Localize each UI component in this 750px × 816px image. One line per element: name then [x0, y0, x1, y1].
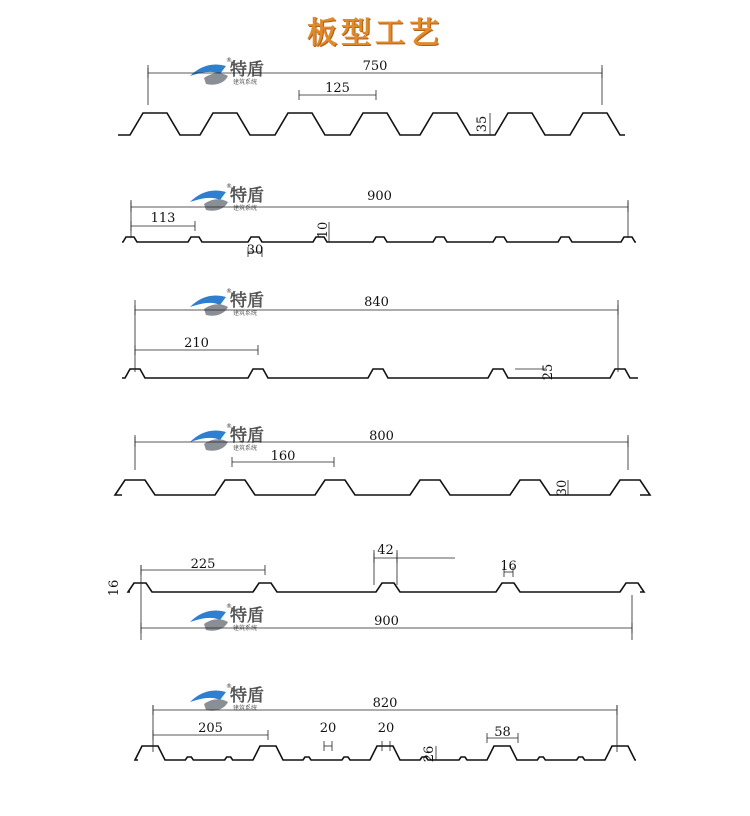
logo-registered: ® — [226, 603, 232, 610]
logo-shape-icon — [204, 439, 228, 451]
logo-name: 特盾 — [230, 291, 264, 311]
logo-registered: ® — [226, 288, 232, 295]
logo — [190, 423, 264, 452]
dim-pitch-3-label: 210 — [184, 336, 209, 351]
logo — [190, 288, 264, 317]
logo-subtitle: 建筑系统 — [233, 205, 258, 212]
dim-total-4-label: 800 — [369, 429, 394, 444]
dim-stiff-b-6-label: 20 — [377, 721, 395, 736]
logo-name: 特盾 — [230, 186, 264, 206]
profile-1 — [118, 113, 625, 135]
dim-total-1-label: 750 — [362, 59, 388, 74]
dim-pitch-1-label: 125 — [325, 81, 350, 96]
logo-shape-icon — [204, 73, 228, 85]
dim-height-6-label: 26 — [422, 745, 437, 763]
dim-height-2-label: 10 — [316, 221, 331, 239]
logo-subtitle: 建筑系统 — [233, 445, 258, 452]
dim-total-6-label: 820 — [372, 696, 398, 711]
dim-total-2-label: 900 — [367, 189, 392, 204]
logo-subtitle: 建筑系统 — [233, 310, 258, 317]
profile-6 — [135, 746, 636, 760]
logo-subtitle: 建筑系统 — [233, 79, 258, 86]
logo-name: 特盾 — [230, 426, 264, 446]
logo — [190, 683, 264, 712]
dim-height-5-label: 16 — [107, 579, 122, 597]
profile-3 — [122, 369, 638, 378]
dim-height-3-label: 25 — [541, 363, 556, 381]
dim-ribtop-5-label: 16 — [500, 559, 517, 574]
logo-shape-icon — [204, 619, 228, 631]
dim-total-5-label: 900 — [374, 614, 399, 629]
logo-registered: ® — [226, 423, 232, 430]
dim-total-3-label: 840 — [364, 295, 389, 310]
logo — [190, 183, 264, 212]
logo-subtitle: 建筑系统 — [233, 705, 258, 712]
logo-registered: ® — [226, 183, 232, 190]
logo-name: 特盾 — [230, 60, 264, 80]
dim-pitch-6-label: 205 — [198, 721, 223, 736]
logo-shape-icon — [204, 699, 228, 711]
dim-ribtop-6-label: 58 — [494, 725, 511, 740]
dim-pitch-5-label: 225 — [190, 557, 216, 572]
profile-5 — [128, 583, 644, 592]
dim-pitch-4-label: 160 — [270, 449, 296, 464]
logo-subtitle: 建筑系统 — [233, 625, 258, 632]
profile-2 — [122, 237, 636, 242]
dim-pitch-2-label: 113 — [150, 211, 176, 226]
dim-rib-2-label: 30 — [246, 243, 264, 258]
logo-name: 特盾 — [230, 606, 264, 626]
logo-registered: ® — [226, 683, 232, 690]
logo-registered: ® — [226, 57, 232, 64]
dim-height-1-label: 35 — [475, 115, 490, 133]
dim-stiff-a-6-label: 20 — [319, 721, 337, 736]
dim-height-4-label: 30 — [555, 479, 570, 497]
page-title: 板型工艺 — [307, 16, 443, 51]
logo-name: 特盾 — [230, 686, 264, 706]
logo — [190, 57, 264, 86]
dim-rib-5-label: 42 — [377, 543, 394, 558]
logo-shape-icon — [204, 199, 228, 211]
